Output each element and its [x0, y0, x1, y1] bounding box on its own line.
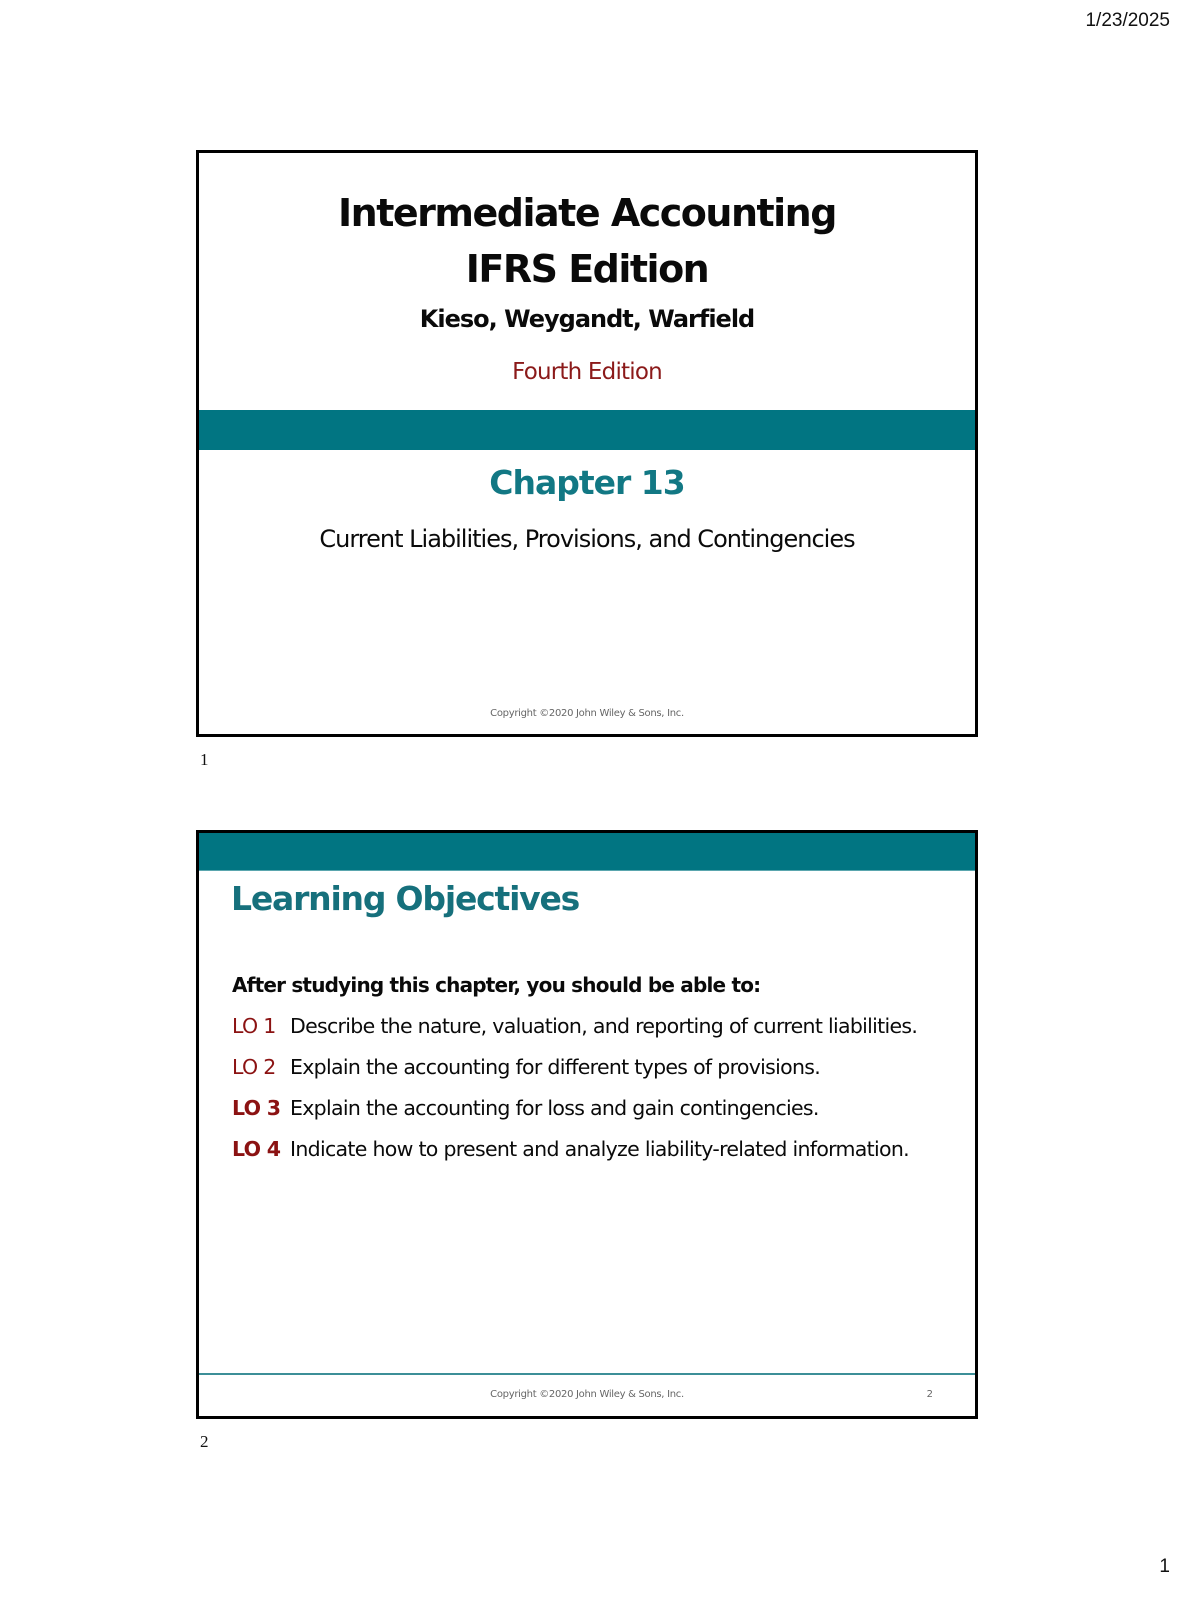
- course-title-line-2: IFRS Edition: [465, 247, 709, 291]
- slide-label-1: 1: [200, 750, 209, 769]
- slide-label-2: 2: [200, 1432, 209, 1451]
- objective-text: Explain the accounting for loss and gain contingencies.: [290, 1096, 819, 1120]
- objective-code: LO 4: [232, 1137, 281, 1161]
- objective-item: [232, 1051, 945, 1084]
- objectives-intro: After studying this chapter, you should be able to:: [232, 973, 761, 997]
- objective-item: [232, 1010, 945, 1043]
- copyright-notice: Copyright ©2020 John Wiley & Sons, Inc.: [490, 708, 684, 719]
- course-title-line-1: Intermediate Accounting: [338, 191, 836, 235]
- objective-item: [232, 1133, 945, 1166]
- objective-item: [232, 1092, 945, 1125]
- print-date: 1/23/2025: [1085, 10, 1170, 31]
- course-title: [199, 185, 975, 297]
- objective-text: Describe the nature, valuation, and reporting of current liabilities.: [290, 1014, 918, 1038]
- objective-code: LO 3: [232, 1096, 281, 1120]
- slide-1-title: [196, 150, 978, 737]
- chapter-heading: Chapter 13: [489, 463, 685, 502]
- objective-text: Indicate how to present and analyze liability-related information.: [290, 1137, 909, 1161]
- objective-code: LO 2: [232, 1055, 276, 1079]
- slide-title: Learning Objectives: [231, 879, 580, 918]
- chapter-subtitle: Current Liabilities, Provisions, and Contingencies: [319, 525, 855, 553]
- teal-divider-band: [199, 410, 975, 450]
- footer-rule: [199, 1373, 975, 1375]
- slide-number: 2: [926, 1389, 933, 1400]
- objectives-list: [232, 1010, 945, 1174]
- teal-header-band: [199, 833, 975, 871]
- objective-code: LO 1: [232, 1014, 276, 1038]
- authors: Kieso, Weygandt, Warfield: [419, 305, 755, 333]
- page-number: 1: [1159, 1556, 1170, 1577]
- copyright-notice: Copyright ©2020 John Wiley & Sons, Inc.: [490, 1389, 684, 1400]
- slide-2-learning-objectives: [196, 830, 978, 1419]
- edition: Fourth Edition: [512, 359, 662, 385]
- objective-text: Explain the accounting for different types of provisions.: [290, 1055, 821, 1079]
